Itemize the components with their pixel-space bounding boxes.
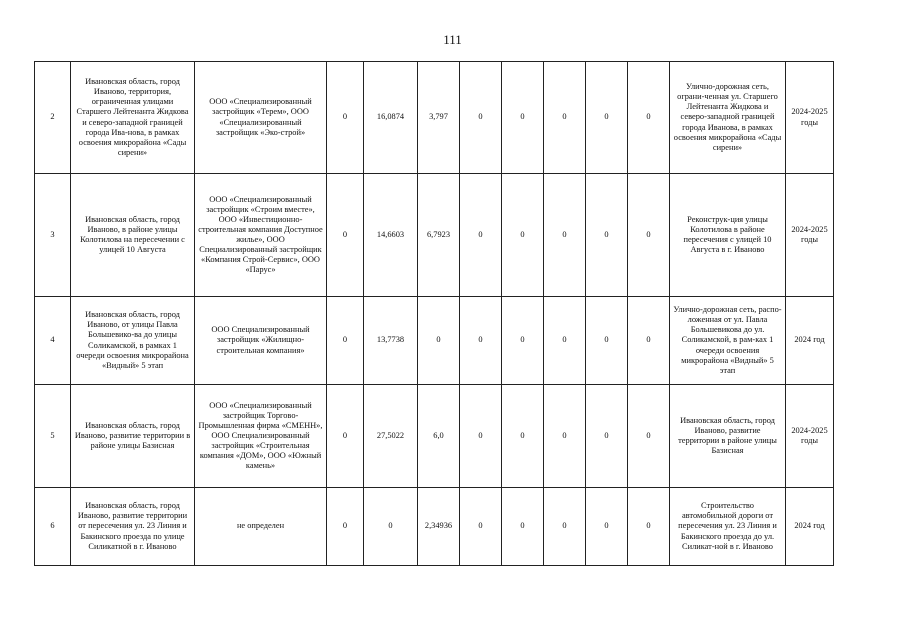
value-cell: 0 — [418, 297, 460, 385]
value-cell: 0 — [628, 174, 670, 297]
value-cell: 0 — [628, 62, 670, 174]
object-cell: Строительство автомобильной дороги от пересечения ул. 23 Линия и Бакинского проезда до ул. Силикат-ной в г. Иваново — [670, 488, 786, 566]
value-cell: 0 — [460, 297, 502, 385]
value-cell: 0 — [544, 385, 586, 488]
period-cell: 2024 год — [786, 488, 834, 566]
row-number: 4 — [35, 297, 71, 385]
value-cell: 0 — [586, 385, 628, 488]
table-row — [35, 488, 834, 566]
value-cell: 0 — [460, 385, 502, 488]
location-cell: Ивановская область, город Иваново, развитие территории от пересечения ул. 23 Линия и Бакинского проезда по улице Силикатной в г. Иваново — [71, 488, 195, 566]
row-number: 2 — [35, 62, 71, 174]
object-cell: Ивановская область, город Иваново, развитие территории в районе улицы Базисная — [670, 385, 786, 488]
table-row — [35, 297, 834, 385]
row-number: 6 — [35, 488, 71, 566]
object-cell: Улично-дорожная сеть, распо-ложенная от ул. Павла Большевикова до ул. Соликамской, в рам-ках 1 очереди освоения микрорайона «Видный» 5 этап — [670, 297, 786, 385]
table-row — [35, 62, 834, 174]
developer-cell: не определен — [195, 488, 327, 566]
value-cell: 16,0874 — [364, 62, 418, 174]
value-cell: 0 — [327, 174, 364, 297]
developer-cell: ООО Специализированный застройщик «Жилищно-строительная компания» — [195, 297, 327, 385]
row-number: 3 — [35, 174, 71, 297]
location-cell: Ивановская область, город Иваново, развитие территории в районе улицы Базисная — [71, 385, 195, 488]
developer-cell: ООО «Специализированный застройщик «Строим вместе», ООО «Инвестиционно-строительная компания Доступное жилье», ООО Специализированный застройщик «Компания Строй-Сервис», ООО «Парус» — [195, 174, 327, 297]
value-cell: 2,34936 — [418, 488, 460, 566]
object-cell: Реконструк-ция улицы Колотилова в районе пересечения с улицей 10 Августа в г. Иваново — [670, 174, 786, 297]
value-cell: 0 — [586, 297, 628, 385]
value-cell: 0 — [586, 488, 628, 566]
period-cell: 2024-2025 годы — [786, 174, 834, 297]
value-cell: 0 — [544, 488, 586, 566]
value-cell: 6,0 — [418, 385, 460, 488]
value-cell: 6,7923 — [418, 174, 460, 297]
value-cell: 13,7738 — [364, 297, 418, 385]
value-cell: 0 — [544, 62, 586, 174]
value-cell: 0 — [327, 297, 364, 385]
period-cell: 2024-2025 годы — [786, 385, 834, 488]
value-cell: 0 — [364, 488, 418, 566]
location-cell: Ивановская область, город Иваново, от улицы Павла Большевико-ва до улицы Соликамской, в рамках 1 очереди освоения микрорайона «Видный» 5 этап — [71, 297, 195, 385]
objects-table — [34, 61, 834, 566]
value-cell: 3,797 — [418, 62, 460, 174]
value-cell: 0 — [586, 174, 628, 297]
value-cell: 27,5022 — [364, 385, 418, 488]
value-cell: 0 — [502, 488, 544, 566]
period-cell: 2024-2025 годы — [786, 62, 834, 174]
value-cell: 0 — [327, 488, 364, 566]
location-cell: Ивановская область, город Иваново, территория, ограниченная улицами Старшего Лейтенанта Жидкова и северо-западной границей города Ива-нова, в рамках освоения микрорайона «Сады сирени» — [71, 62, 195, 174]
table-row — [35, 174, 834, 297]
value-cell: 0 — [327, 62, 364, 174]
value-cell: 0 — [460, 62, 502, 174]
value-cell: 0 — [327, 385, 364, 488]
value-cell: 0 — [544, 297, 586, 385]
value-cell: 0 — [628, 488, 670, 566]
value-cell: 0 — [502, 385, 544, 488]
page-number: 111 — [443, 32, 462, 47]
value-cell: 0 — [544, 174, 586, 297]
value-cell: 0 — [460, 174, 502, 297]
value-cell: 0 — [628, 385, 670, 488]
period-cell: 2024 год — [786, 297, 834, 385]
value-cell: 0 — [502, 174, 544, 297]
table-row — [35, 385, 834, 488]
value-cell: 0 — [586, 62, 628, 174]
value-cell: 0 — [628, 297, 670, 385]
value-cell: 0 — [502, 297, 544, 385]
developer-cell: ООО «Специализированный застройщик Торгово-Промышленная фирма «СМЕНН», ООО Специализированный застройщик «Строительная компания «ДОМ», ООО «Южный камень» — [195, 385, 327, 488]
value-cell: 14,6603 — [364, 174, 418, 297]
value-cell: 0 — [502, 62, 544, 174]
value-cell: 0 — [460, 488, 502, 566]
object-cell: Улично-дорожная сеть, ограни-ченная ул. Старшего Лейтенанта Жидкова и северо-западной границей города Иванова, в рамках освоения микрорайона «Сады сирени» — [670, 62, 786, 174]
row-number: 5 — [35, 385, 71, 488]
location-cell: Ивановская область, город Иваново, в районе улицы Колотилова на пересечении с улицей 10 Августа — [71, 174, 195, 297]
developer-cell: ООО «Специализированный застройщик «Терем», ООО «Специализированный застройщик «Эко-строй» — [195, 62, 327, 174]
